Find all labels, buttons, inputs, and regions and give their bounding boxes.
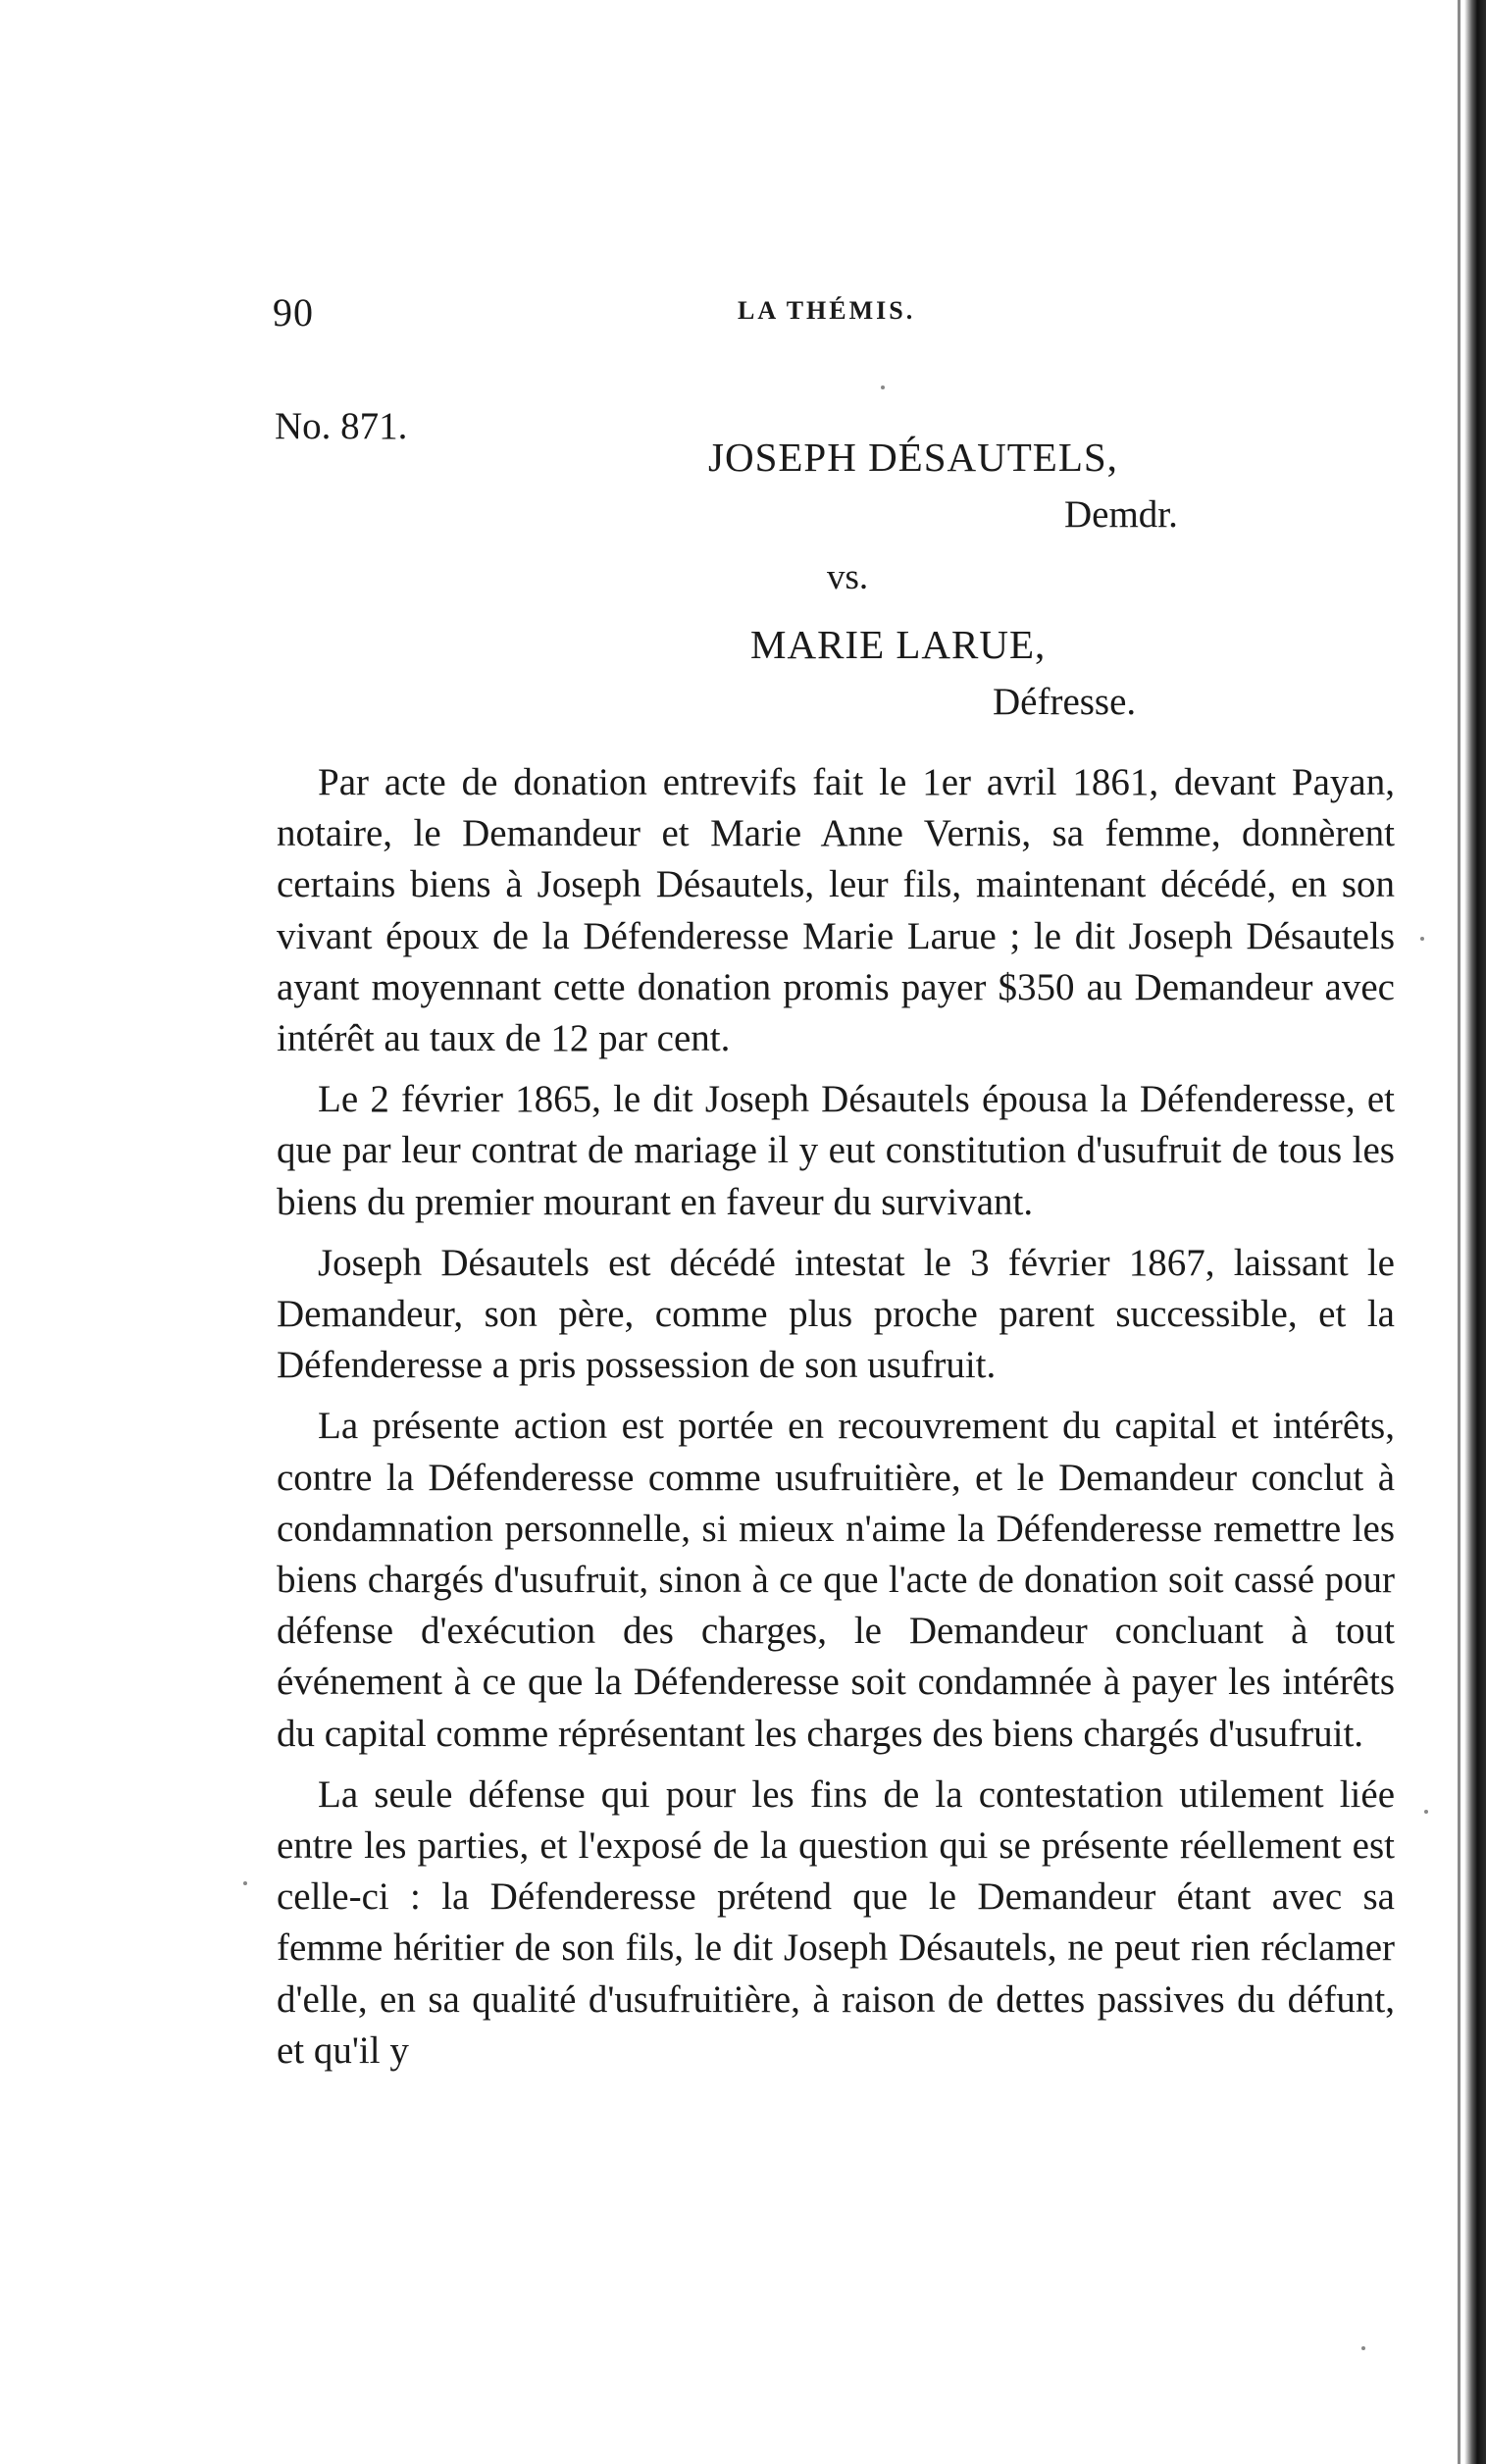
judgment-body (277, 757, 1395, 2077)
page-binding-shadow (1464, 0, 1486, 2464)
running-head: LA THÉMIS. (738, 296, 916, 325)
paper-speck (1361, 2346, 1365, 2350)
paper-speck (243, 1881, 247, 1885)
body-paragraph: Par acte de donation entrevifs fait le 1er avril 1861, devant Payan, notaire, le Demandeur et Marie Anne Vernis, sa femme, donnèrent certains biens à Joseph Désautels, leur fils, maintenant décédé, en son vivant époux de la Défenderesse Marie Larue ; le dit Joseph Désautels ayant moyennant cette donation promis payer $350 au Demandeur avec intérêt au taux de 12 par cent. (277, 761, 1395, 1060)
body-paragraph: La seule défense qui pour les fins de la contestation utilement liée entre les parties, et l'exposé de la question qui se présente réellement est celle-ci : la Défenderesse prétend que le Demandeur étant avec sa femme héritier de son fils, le dit Joseph Désautels, ne peut rien réclamer d'elle, en sa qualité d'usufruitière, à raison de dettes passives du défunt, et qu'il y (277, 1772, 1395, 2072)
versus-label: vs. (827, 557, 869, 597)
page-edge-line (1458, 0, 1460, 2464)
paper-speck (1424, 1810, 1428, 1814)
body-paragraph: Joseph Désautels est décédé intestat le 3 février 1867, laissant le Demandeur, son père, comme plus proche parent successible, et la Défenderesse a pris possession de son usufruit. (277, 1241, 1395, 1387)
case-number: No. 871. (275, 405, 408, 447)
paper-speck (1420, 937, 1424, 941)
body-paragraph: La présente action est portée en recouvrement du capital et intérêts, contre la Défenderesse comme usufruitière, et le Demandeur conclut à condamnation personnelle, si mieux n'aime la Défenderesse remettre les biens chargés d'usufruit, sinon à ce que l'acte de donation soit cassé pour défense d'exécution des charges, le Demandeur concluant à tout événement à ce que la Défenderesse soit condamnée à payer les intérêts du capital comme réprésentant les charges des biens chargés d'usufruit. (277, 1405, 1395, 1755)
defendant-role: Défresse. (993, 681, 1137, 723)
defendant-name: MARIE LARUE, (750, 622, 1047, 667)
paper-speck (881, 385, 885, 389)
plaintiff-name: JOSEPH DÉSAUTELS, (708, 435, 1118, 480)
page-number: 90 (273, 290, 314, 334)
plaintiff-role: Demdr. (1064, 493, 1178, 536)
body-paragraph: Le 2 février 1865, le dit Joseph Désautels épousa la Défenderesse, et que par leur contrat de mariage il y eut constitution d'usufruit de tous les biens du premier mourant en faveur du survivant. (277, 1078, 1395, 1223)
